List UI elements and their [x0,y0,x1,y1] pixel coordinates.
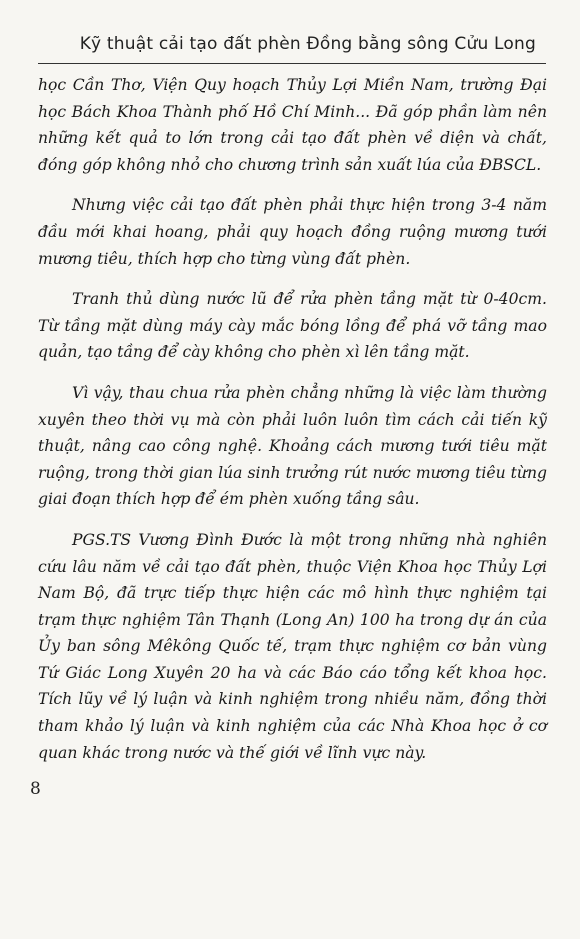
paragraph: PGS.TS Vương Đình Đước là một trong những nhà nghiên cứu lâu năm về cải tạo đất phèn, thuộc Viện Khoa học Thủy Lợi Nam Bộ, đã trực tiếp thực hiện các mô hình thực nghiệm tại trạm thực nghiệm Tân Thạnh (Long An) 100 ha trong dự án của Ủy ban sông Mêkông Quốc tế, trạm thực nghiệm cơ bản vùng Tứ Giác Long Xuyên 20 ha và các Báo cáo tổng kết khoa học. Tích lũy về lý luận và kinh nghiệm trong nhiều năm, đồng thời tham khảo lý luận và kinh nghiệm của các Nhà Khoa học ở cơ quan khác trong nước và thế giới về lĩnh vực này. [38,530,547,762]
body-text [38,72,547,766]
paragraph: Vì vậy, thau chua rửa phèn chẳng những là việc làm thường xuyên theo thời vụ mà còn phải luôn luôn tìm cách cải tiến kỹ thuật, nâng cao công nghệ. Khoảng cách mương tưới tiêu mặt ruộng, trong thời gian lúa sinh trưởng rút nước mương tiêu từng giai đoạn thích hợp để ém phèn xuống tầng sâu. [38,383,547,509]
header-divider [38,63,546,64]
paragraph: Tranh thủ dùng nước lũ để rửa phèn tầng mặt từ 0-40cm. Từ tầng mặt dùng máy cày mắc bóng lồng để phá vỡ tầng mao quản, tạo tầng để cày không cho phèn xì lên tầng mặt. [38,290,547,362]
running-header: Kỹ thuật cải tạo đất phèn Đồng bằng sông Cửu Long [79,34,536,54]
paragraph: Nhưng việc cải tạo đất phèn phải thực hiện trong 3-4 năm đầu mới khai hoang, phải quy hoạch đồng ruộng mương tưới mương tiêu, thích hợp cho từng vùng đất phèn. [38,196,547,268]
paragraph-continuation: học Cần Thơ, Viện Quy hoạch Thủy Lợi Miền Nam, trường Đại học Bách Khoa Thành phố Hồ Chí Minh... Đã góp phần làm nên những kết quả to lớn trong cải tạo đất phèn về diện và chất, đóng góp không nhỏ cho chương trình sản xuất lúa của ĐBSCL. [38,76,547,174]
page-number: 8 [30,779,41,799]
